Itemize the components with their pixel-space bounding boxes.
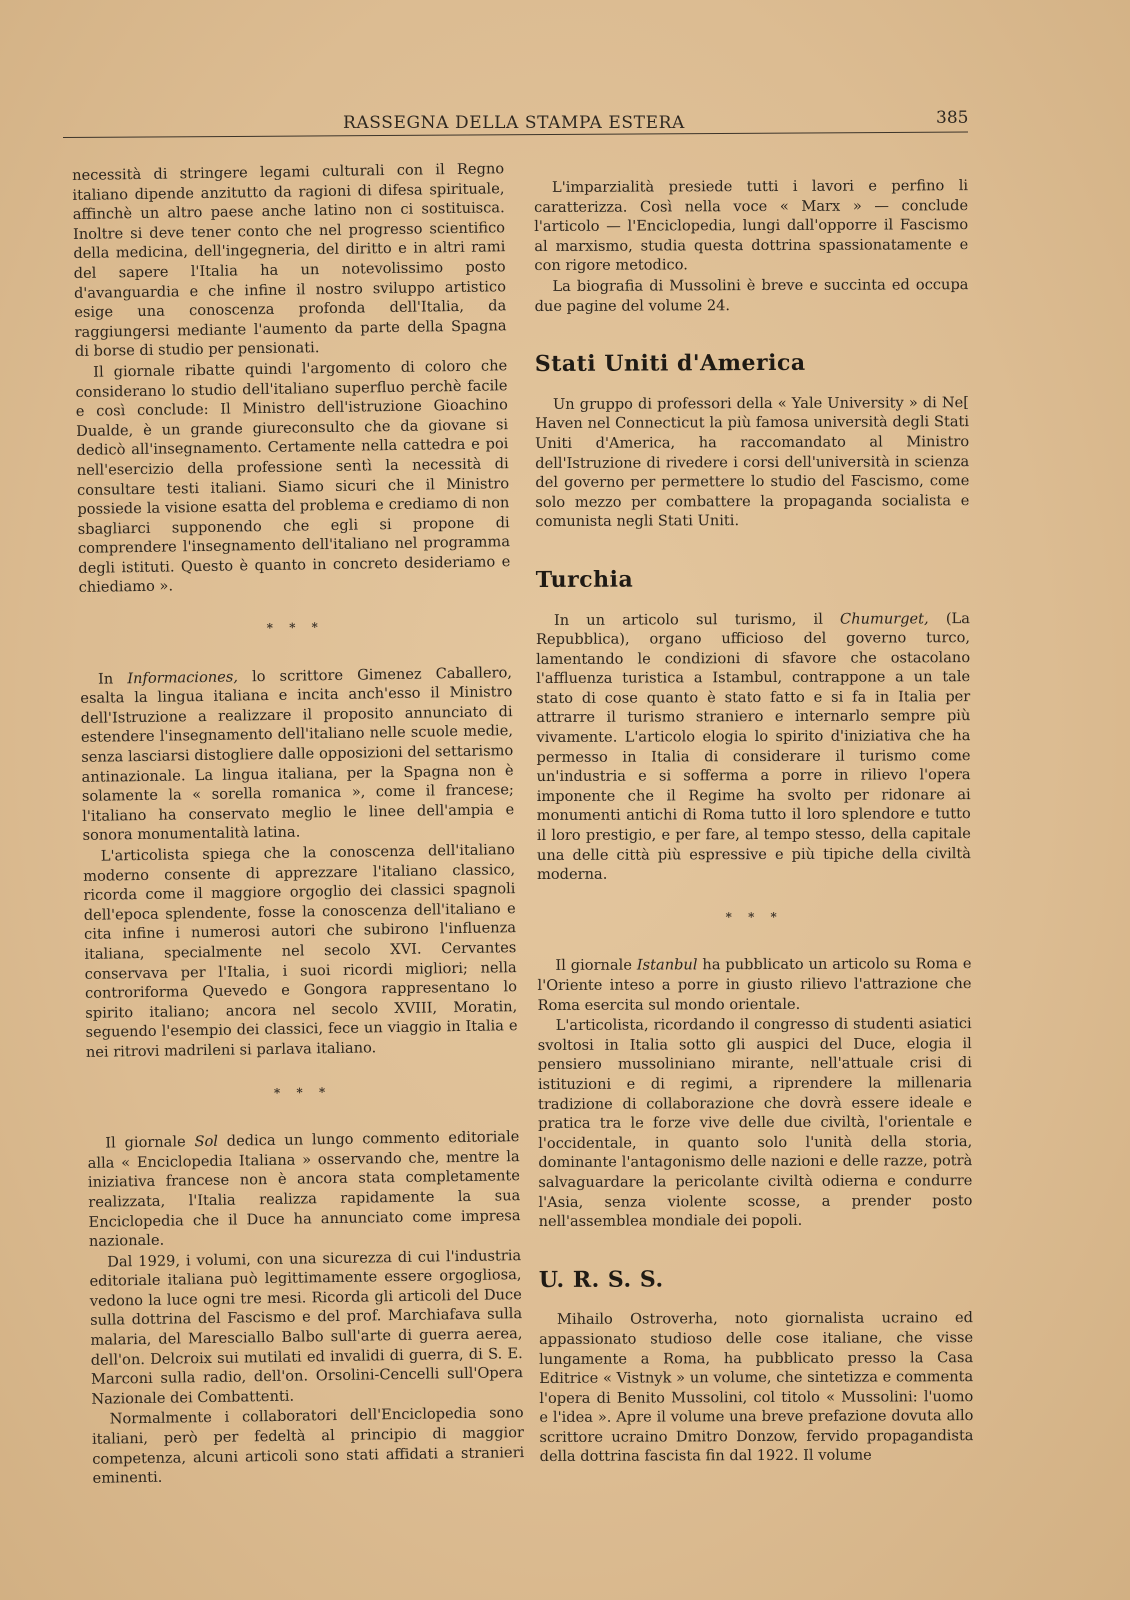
paragraph-text: In un articolo sul turismo, il xyxy=(553,610,841,629)
paragraph xyxy=(536,609,971,885)
paragraph-text: ha pubblicato un articolo su Roma e l'Oriente inteso a porre in giusto rilievo l'attrazione che Roma esercita sul mondo orientale. xyxy=(537,955,972,1014)
paragraph-text: Il giornale xyxy=(105,1133,195,1152)
paragraph-text: dedica un lungo commento editoriale alla « Enciclopedia Italiana » osservando che, mentre la iniziativa francese non è ancora stata completamente realizzata, l'Italia realizza rapidamente la sua Enciclopedia che il Duce ha annunciato come impresa nazionale. xyxy=(87,1128,521,1250)
section-heading-turkey: Turchia xyxy=(535,566,634,593)
section-separator: * * * xyxy=(273,1084,332,1100)
section-heading-usa: Stati Uniti d'America xyxy=(534,349,806,378)
paragraph-text: lo scrittore Gimenez Caballero, esalta la lingua italiana e incita anch'esso il Ministro dell'Istruzione a realizzare il proposito annunciato di estendere l'insegnamento dell'italiano nelle scuole medie, senza lasciarsi distogliere dalle opposizioni del settarismo antinazionale. La lingua italiana, per la Spagna non è solamente la « sorella romanica », come il francese; l'italiano ha conservato meglio le linee dell'ampia e sonora monumentalità latina. xyxy=(80,663,515,845)
paragraph-text: In xyxy=(97,669,128,688)
paragraph: Mihailo Ostroverha, noto giornalista ucraino ed appassionato studioso delle cose italiane, che visse lungamente a Roma, ha pubblicato presso la Casa Editrice « Vistnyk » un volume, che sintetizza e commenta l'opera di Benito Mussolini, col titolo « Mussolini: l'uomo e l'idea ». Apre il volume una breve prefazione dovuta allo scrittore ucraino Dmitro Donzow, fervido propagandista della dottrina fascista fin dal 1922. Il volume xyxy=(539,1309,974,1466)
paragraph: L'imparzialità presiede tutti i lavori e perfino li caratterizza. Così nella voce « Marx » — conclude l'articolo — l'Enciclopedia, lungi dall'opporre il Fascismo al marxismo, studia questa dottrina spassionatamente e con rigore metodico. xyxy=(534,177,969,275)
running-title: RASSEGNA DELLA STAMPA ESTERA xyxy=(343,113,685,133)
newspaper-title: Chumurget, xyxy=(839,609,929,628)
paragraph: La biografia di Mussolini è breve e succinta ed occupa due pagine del volume 24. xyxy=(534,276,969,315)
paragraph-text: Il giornale xyxy=(555,956,637,975)
paragraph xyxy=(537,955,971,1016)
paragraph: Dal 1929, i volumi, con una sicurezza di cui l'industria editoriale italiana può legittimamente essere orgogliosa, vedono la luce ogni tre mesi. Ricorda gli articoli del Duce sulla dottrina del Fascismo e del prof. Marchiafava sulla malaria, del Maresciallo Balbo sull'arte di guerra aerea, dell'on. Delcroix sui mutilati ed invalidi di guerra, di S. E. Marconi sulla radio, dell'on. Orsolini-Cencelli sull'Opera Nazionale dei Combattenti. xyxy=(89,1246,524,1408)
page-number: 385 xyxy=(936,108,969,128)
section-separator: * * * xyxy=(725,909,783,924)
paragraph-text: (La Repubblica), organo ufficioso del governo turco, lamentando le condizioni di sfavore che ostacolano l'affluenza turistica a Istambul, contrappone a un tale stato di cose quanto è stato fatto e si fa in Italia per attrarre il turismo straniero e internarlo sempre più vivamente. L'articolo elogia lo spirito d'iniziativa che ha permesso in Italia di considerare il turismo come un'industria e si sofferma a porre in rilievo l'opera imponente che il Regime ha svolto per ridonare ai monumenti antichi di Roma tutto il loro splendore e tutto il loro prestigio, e per fare, al tempo stesso, della capitale una delle città più espressive e più tipiche della civiltà moderna. xyxy=(535,609,971,884)
section-heading-urss: U. R. S. S. xyxy=(538,1266,664,1293)
paragraph xyxy=(80,663,515,846)
paragraph: Normalmente i collaboratori dell'Enciclopedia sono italiani, però per fedeltà al principio di maggior competenza, alcuni articoli sono stati affidati a stranieri eminenti. xyxy=(91,1404,525,1488)
newspaper-title: Sol xyxy=(194,1132,219,1151)
newspaper-title: Istanbul xyxy=(636,956,698,974)
paragraph: L'articolista, ricordando il congresso di studenti asiatici svoltosi in Italia sotto gli auspici del Duce, elogia il pensiero mussoliniano mirante, nell'attuale crisi di istituzioni e di regimi, a riprendere la millenaria tradizione di collaborazione che dovrà essere ideale e pratica tra le forze vive delle due civiltà, l'orientale e l'occidentale, in quanto solo l'unità della storia, dominante l'antagonismo delle nazioni e delle razze, potrà salvaguardare la pericolante civiltà odierna e condurre l'Asia, senza violente scosse, a prender posto nell'assemblea mondiale dei popoli. xyxy=(537,1015,973,1231)
left-column xyxy=(72,159,525,1489)
paragraph xyxy=(87,1127,521,1251)
right-column xyxy=(534,176,974,1468)
paragraph: Il giornale ribatte quindi l'argomento di coloro che considerano lo studio dell'italiano superfluo perchè facile e così conclude: Il Ministro dell'istruzione Gioachino Dualde, è un grande giureconsulto che da giovane si dedicò all'insegnamento. Certamente nella cattedra e poi nell'esercizio della professione sentì la necessità di consultare testi italiani. Siamo sicuri che il Ministro possiede la visione esatta del problema e crediamo di non sbagliarci supponendo che egli si propone di comprendere l'insegnamento dell'italiano nel programma degli istituti. Questo è quanto in concreto desideriamo e chiediamo ». xyxy=(75,357,511,597)
newspaper-title: Informaciones, xyxy=(127,668,239,687)
paragraph: necessità di stringere legami culturali con il Regno italiano dipende anzitutto da ragioni di difesa spirituale, affinchè un altro paese anche latino non ci sostituisca. Inoltre si deve tener conto che nel progresso scientifico della medicina, dell'ingegneria, del diritto e in altri rami del sapere l'Italia ha un notevolissimo posto d'avanguardia e che infine il nostro sviluppo artistico esige una conoscenza profonda dell'Italia, da raggiungersi mediante l'aumento da parte della Spagna di borse di studio per pensionati. xyxy=(72,160,507,361)
paragraph: L'articolista spiega che la conoscenza dell'italiano moderno consente di apprezzare l'italiano classico, ricorda come il maggiore orgoglio dei classici spagnoli dell'epoca splendente, fosse la conoscenza dell'italiano e cita infine i numerosi autori che subirono l'influenza italiana, specialmente nel secolo XVI. Cervantes conservava per l'Italia, i suoi ricordi migliori; nella controriforma Quevedo e Gongora rappresentano lo spirito italiano; ancora nel secolo XVIII, Moratin, seguendo l'esempio dei classici, fece un viaggio in Italia e nei ritrovi madrileni si parlava italiano. xyxy=(83,841,518,1061)
section-separator: * * * xyxy=(266,620,324,636)
paragraph: Un gruppo di professori della « Yale University » di Ne[ Haven nel Connecticut la più famosa università degli Stati Uniti d'America, ha raccomandato al Ministro dell'Istruzione di rivedere i corsi dell'università in scienza del governo per permettere lo studio del Fascismo, come solo mezzo per combattere la propaganda socialista e comunista negli Stati Uniti. xyxy=(535,393,970,531)
